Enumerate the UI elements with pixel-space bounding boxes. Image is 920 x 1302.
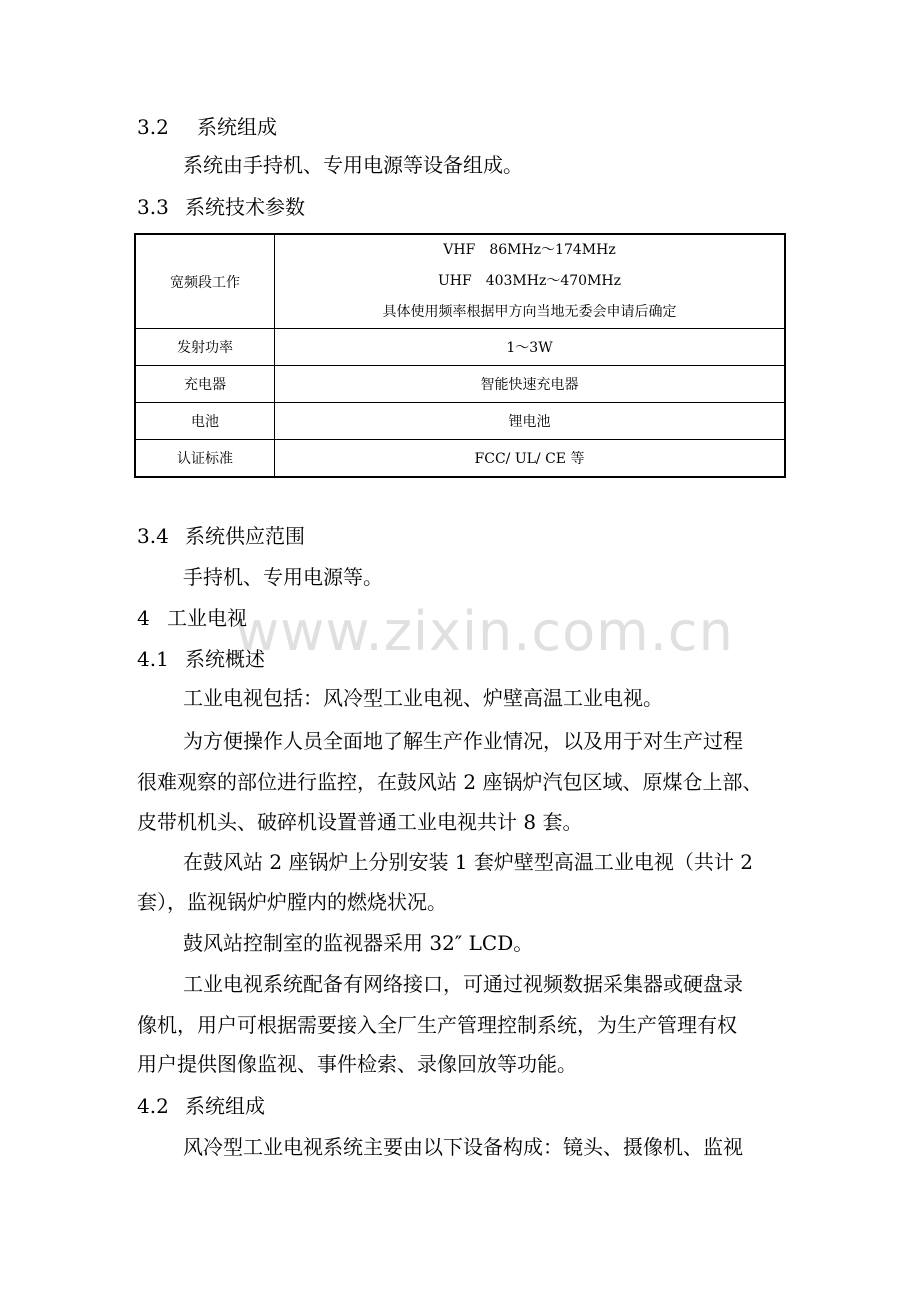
table-row (135, 366, 785, 403)
section-number: 3.4 (137, 524, 169, 548)
paragraph-4-1-b-line: 为方便操作人员全面地了解生产作业情况，以及用于对生产过程 (183, 729, 743, 753)
section-number: 4 (137, 606, 150, 630)
paragraph-4-1-a: 工业电视包括：风冷型工业电视、炉壁高温工业电视。 (183, 686, 663, 710)
section-number: 3.2 (137, 115, 169, 139)
section-number: 3.3 (137, 195, 169, 219)
section-title: 系统技术参数 (185, 195, 305, 219)
section-number: 4.1 (137, 647, 169, 671)
paragraph-4-1-c-line: 在鼓风站 2 座锅炉上分别安装 1 套炉壁型高温工业电视（共计 2 (183, 850, 753, 874)
band-uhf: UHF 403MHz～470MHz (437, 273, 621, 289)
heading-3-2 (137, 114, 277, 140)
table-key-cell: 充电器 (135, 366, 275, 403)
section-title: 系统组成 (185, 1094, 265, 1118)
paragraph-4-1-b-line: 很难观察的部位进行监控，在鼓风站 2 座锅炉汽包区域、原煤仓上部、 (137, 770, 763, 794)
band-note: 具体使用频率根据甲方向当地无委会申请后确定 (382, 304, 677, 320)
table-row (135, 234, 785, 329)
section-title: 工业电视 (167, 606, 247, 630)
table-value-cell: 锂电池 (275, 403, 786, 440)
paragraph-4-1-d: 鼓风站控制室的监视器采用 32″ LCD。 (183, 931, 534, 955)
paragraph-4-1-c-line: 套），监视锅炉炉膛内的燃烧状况。 (137, 890, 447, 914)
spec-table (134, 233, 786, 478)
band-vhf: VHF 86MHz～174MHz (443, 242, 616, 258)
paragraph-3-2: 系统由手持机、专用电源等设备组成。 (183, 153, 523, 177)
watermark: www.zixin.com.cn (235, 600, 734, 663)
section-title: 系统组成 (197, 115, 277, 139)
table-key-cell: 电池 (135, 403, 275, 440)
table-value-cell: 1～3W (275, 329, 786, 366)
table-key-cell: 发射功率 (135, 329, 275, 366)
table-value-cell: FCC/ UL/ CE 等 (275, 440, 786, 477)
paragraph-4-1-e-line: 像机，用户可根据需要接入全厂生产管理控制系统，为生产管理有权 (137, 1013, 737, 1037)
paragraph-4-1-e-line: 工业电视系统配备有网络接口，可通过视频数据采集器或硬盘录 (183, 972, 743, 996)
table-row (135, 403, 785, 440)
section-title: 系统供应范围 (185, 524, 305, 548)
heading-3-3 (137, 194, 305, 220)
table-key-cell: 认证标准 (135, 440, 275, 477)
table-row (135, 440, 785, 477)
heading-4-2 (137, 1093, 265, 1119)
table-key-cell: 宽频段工作 (135, 234, 275, 329)
paragraph-3-4: 手持机、专用电源等。 (183, 565, 383, 589)
paragraph-4-2: 风冷型工业电视系统主要由以下设备构成：镜头、摄像机、监视 (183, 1135, 743, 1159)
table-value-cell (275, 234, 786, 329)
paragraph-4-1-b-line: 皮带机机头、破碎机设置普通工业电视共计 8 套。 (137, 810, 583, 834)
heading-3-4 (137, 523, 305, 549)
table-value-cell: 智能快速充电器 (275, 366, 786, 403)
section-number: 4.2 (137, 1094, 169, 1118)
table-row (135, 329, 785, 366)
section-title: 系统概述 (185, 647, 265, 671)
paragraph-4-1-e-line: 用户提供图像监视、事件检索、录像回放等功能。 (137, 1052, 577, 1076)
heading-4 (137, 605, 247, 631)
